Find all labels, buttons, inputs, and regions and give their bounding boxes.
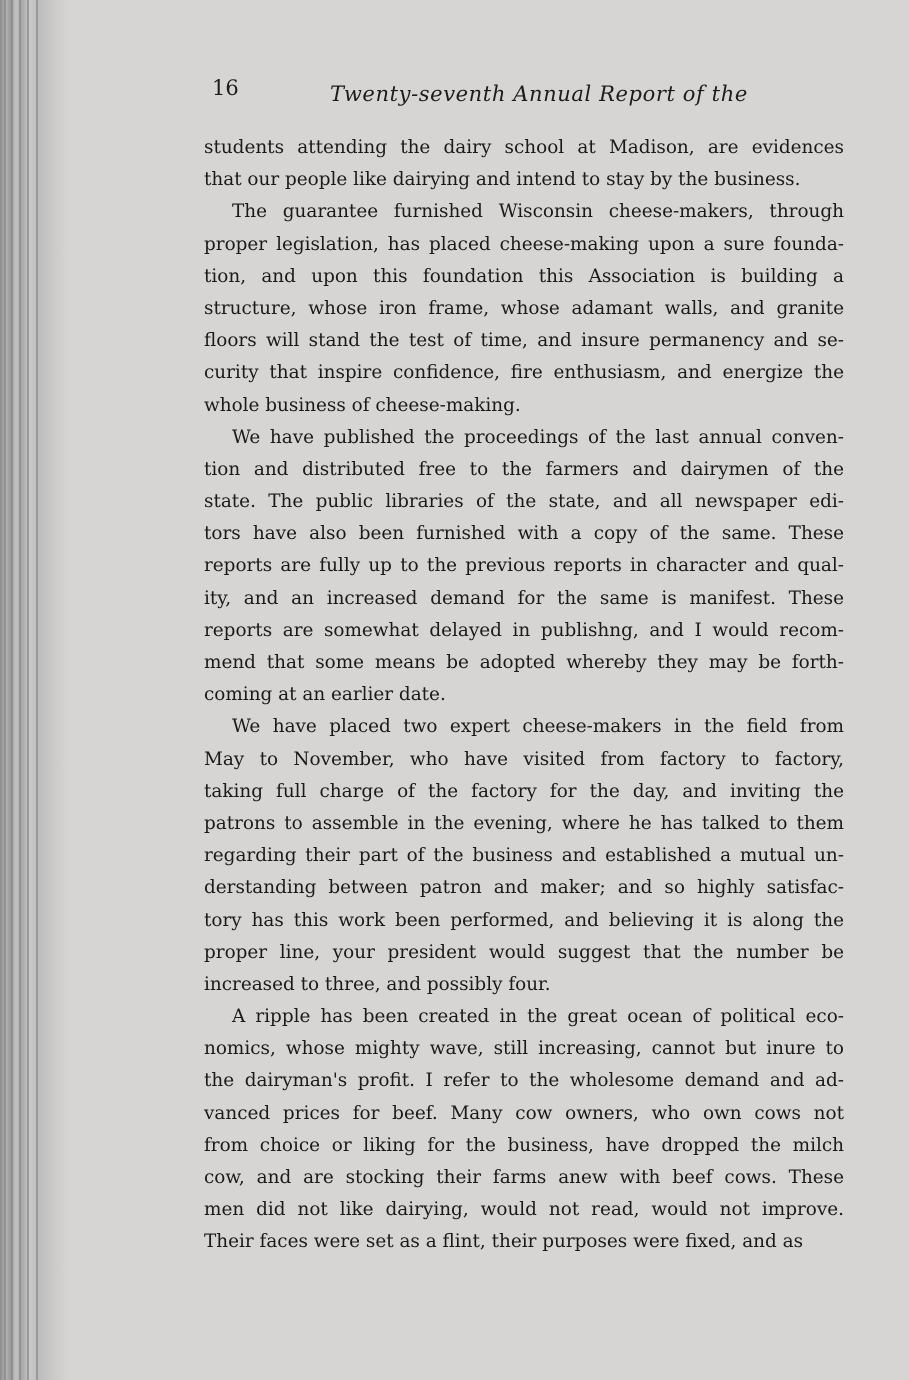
gutter-line [19, 0, 21, 1380]
text-line: ity, and an increased demand for the same is manifest. These [204, 587, 844, 609]
text-line: students attending the dairy school at Madison, are evidences [204, 137, 844, 158]
gutter-line [11, 0, 13, 1380]
text-line: tors have also been furnished with a copy of the same. These [204, 523, 844, 545]
text-line: curity that inspire confidence, fire enthusiasm, and energize the [204, 362, 844, 384]
page-gutter [0, 0, 70, 1380]
text-line: nomics, whose mighty wave, still increasing, cannot but inure to [204, 1038, 844, 1060]
text-line: tory has this work been performed, and believing it is along the [204, 909, 844, 931]
paragraph [204, 1001, 844, 1259]
text-line: whole business of cheese-making. [204, 394, 521, 416]
text-line: floors will stand the test of time, and insure permanency and se- [204, 330, 844, 352]
text-line: patrons to assemble in the evening, where he has talked to them [204, 812, 844, 834]
text-line: from choice or liking for the business, have dropped the milch [204, 1134, 844, 1156]
text-line: tion and distributed free to the farmers and dairymen of the [204, 458, 844, 480]
text-line: The guarantee furnished Wisconsin cheese-makers, through [232, 201, 844, 223]
text-line: taking full charge of the factory for the day, and inviting the [204, 780, 844, 802]
paragraph [204, 711, 844, 1001]
text-line: reports are somewhat delayed in publishng, and I would recom- [204, 619, 844, 641]
page-header [0, 76, 909, 116]
text-line: reports are fully up to the previous reports in character and qual- [204, 555, 844, 577]
text-line: coming at an earlier date. [204, 684, 446, 706]
text-line: derstanding between patron and maker; and so highly satisfac- [204, 877, 844, 899]
gutter-line [36, 0, 38, 1380]
text-line: men did not like dairying, would not read, would not improve. [204, 1199, 844, 1221]
paragraph [204, 422, 844, 712]
gutter-line [27, 0, 29, 1380]
text-line: mend that some means be adopted whereby they may be forth- [204, 652, 844, 673]
text-line: structure, whose iron frame, whose adamant walls, and granite [204, 297, 844, 319]
text-line: proper legislation, has placed cheese-making upon a sure founda- [204, 233, 844, 255]
text-line: Their faces were set as a flint, their purposes were fixed, and as [204, 1231, 804, 1253]
text-line: state. The public libraries of the state, and all newspaper edi- [204, 491, 844, 513]
text-line: We have published the proceedings of the last annual conven- [232, 426, 844, 448]
body-text [204, 132, 844, 1259]
text-line: proper line, your president would suggest that the number be [204, 941, 844, 963]
text-line: increased to three, and possibly four. [204, 973, 551, 995]
text-line: that our people like dairying and intend to stay by the business. [204, 169, 801, 191]
paragraph [204, 132, 844, 196]
text-line: May to November, who have visited from factory to factory, [204, 748, 844, 770]
page-number: 16 [212, 76, 239, 100]
text-line: the dairyman's profit. I refer to the wholesome demand and ad- [204, 1070, 844, 1092]
text-line: We have placed two expert cheese-makers in the field from [232, 716, 844, 738]
text-line: regarding their part of the business and established a mutual un- [204, 845, 844, 867]
text-line: tion, and upon this foundation this Association is building a [204, 265, 844, 287]
text-line: vanced prices for beef. Many cow owners, who own cows not [204, 1102, 844, 1124]
gutter-line [4, 0, 6, 1380]
text-line: cow, and are stocking their farms anew with beef cows. These [204, 1167, 844, 1188]
paragraph [204, 196, 844, 421]
text-line: A ripple has been created in the great ocean of political eco- [232, 1006, 844, 1028]
running-head: Twenty-seventh Annual Report of the [330, 82, 748, 106]
